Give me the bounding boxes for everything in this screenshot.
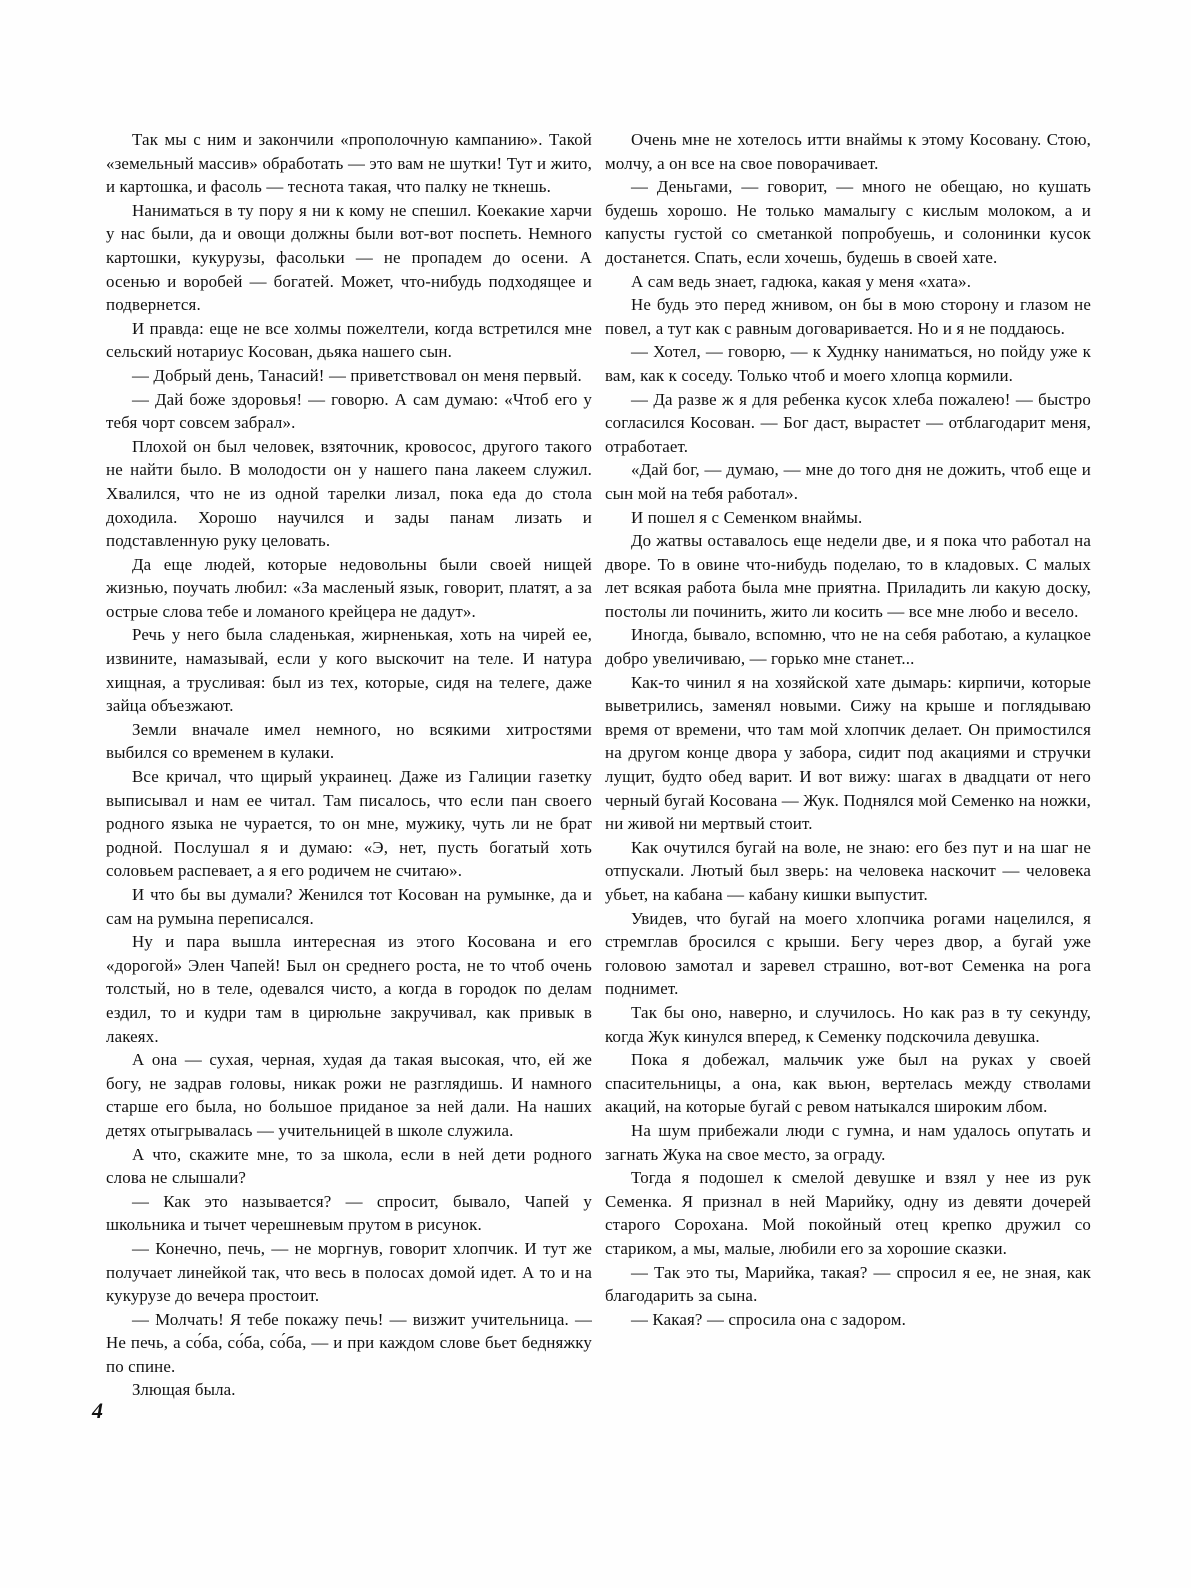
paragraph: Очень мне не хотелось итти внаймы к этому Косовану. Стою, молчу, а он все на свое поворачивает. [605,130,1091,173]
paragraph: Ну и пара вышла интересная из этого Косована и его «дорогой» Элен Чапей! Был он среднего роста, не то чтоб очень толстый, но в теле, одевался чисто, а когда в городок по делам ездил, то и кудри там в цирюльне закручивал, как привык в лакеях. [106,932,592,1046]
paragraph: Пока я добежал, мальчик уже был на руках у своей спасительницы, а она, как вьюн, вертелась между стволами акаций, на которые бугай с ревом натыкался широким лбом. [605,1050,1091,1117]
paragraph: Увидев, что бугай на моего хлопчика рогами нацелился, я стремглав бросился с крыши. Бегу через двор, а бугай уже головою замотал и заревел страшно, вот-вот Семенка на рога поднимет. [605,908,1091,999]
paragraph: — Как это называется? — спросит, бывало, Чапей у школьника и тычет черешневым прутом в рисунок. [106,1191,592,1235]
paragraph: «Дай бог, — думаю, — мне до того дня не дожить, чтоб еще и сын мой на тебя работал». [605,460,1091,503]
paragraph: Злющая была. [132,1380,236,1400]
paragraph: А что, скажите мне, то за школа, если в ней дети родного слова не слышали? [106,1144,592,1188]
paragraph: И правда: еще не все холмы пожелтели, когда встретился мне сельский нотариус Косован, дьяка нашего сын. [106,318,592,362]
paragraph: Как очутился бугай на воле, не знаю: его без пут и на шаг не отпускали. Лютый был зверь: на человека наскочит — человека убьет, на кабана — кабану кишки выпустит. [605,837,1091,904]
paragraph: И пошел я с Семенком внаймы. [631,507,863,527]
paragraph: Иногда, бывало, вспомню, что не на себя работаю, а кулацкое добро увеличиваю, — горько мне станет... [605,625,1091,669]
right-column [605,128,1091,1331]
paragraph: — Деньгами, — говорит, — много не обещаю, но кушать будешь хорошо. Не только мамалыгу с кислым молоком, а и капусты густой со сметанкой попробуешь, и солонинки кусок достанется. Спать, если хочешь, будешь в своей хате. [605,177,1091,267]
paragraph: А сам ведь знает, гадюка, какая у меня «хата». [631,271,972,291]
paragraph: До жатвы оставалось еще недели две, и я пока что работал на дворе. То в овине что-нибудь поделаю, то в кладовых. С малых лет всякая работа была мне приятна. Приладить ли какую доску, постолы ли починить, жито ли косить — все мне любо и весело. [605,531,1091,621]
paragraph: На шум прибежали люди с гумна, и нам удалось опутать и загнать Жука на свое место, за ограду. [605,1120,1091,1164]
paragraph: И что бы вы думали? Женился тот Косован на румынке, да и сам на румына переписался. [106,885,592,928]
paragraph: Так мы с ним и закончили «прополочную кампанию». Такой «земельный массив» обработать — это вам не шутки! Тут и жито, и картошка, и фасоль — теснота такая, что палку не ткнешь. [106,130,592,197]
paragraph: — Добрый день, Танасий! — приветствовал он меня первый. [132,365,582,385]
paragraph: — Да разве ж я для ребенка кусок хлеба пожалею! — быстро согласился Косован. — Бог даст, вырастет — отблагодарит меня, отработает. [605,389,1091,456]
paragraph: Все кричал, что щирый украинец. Даже из Галиции газетку выписывал и нам ее читал. Там писалось, что если пан своего родного языка не чурается, то он мне, мужику, чуть ли не брат родной. Послушал я и думаю: «Э, нет, пусть богатый хоть соловьем распевает, а я его родичем не считаю». [106,767,592,881]
paragraph: — Молчать! Я тебе покажу печь! — визжит учительница. — Не печь, а со́ба, со́ба, со́ба, — и при каждом слове бьет бедняжку по спине. [106,1309,592,1376]
paragraph: — Дай боже здоровья! — говорю. А сам думаю: «Чтоб его у тебя чорт совсем забрал». [106,389,592,433]
paragraph: — Так это ты, Марийка, такая? — спросил я ее, не зная, как благодарить за сына. [605,1262,1091,1306]
paragraph: Как-то чинил я на хозяйской хате дымарь: кирпичи, которые выветрились, заменял новыми. Сижу на крыше и поглядываю время от времени, что там мой хлопчик делает. Он примостился на другом конце двора у забора, сидит под акациями и стручки лущит, будто обед варит. И вот вижу: шагах в двадцати от него черный бугай Косована — Жук. Поднялся мой Семенко на ножки, ни живой ни мертвый стоит. [605,672,1091,834]
paragraph: Не будь это перед жнивом, он бы в мою сторону и глазом не повел, а тут как с равным договаривается. Но и я не поддаюсь. [605,295,1091,338]
paragraph: Да еще людей, которые недовольны были своей нищей жизнью, поучать любил: «За масленый язык, говорит, платят, а за острые слова тебе и ломаного крейцера не дадут». [106,554,592,621]
paragraph: — Какая? — спросила она с задором. [631,1309,906,1329]
paragraph: — Конечно, печь, — не моргнув, говорит хлопчик. И тут же получает линейкой так, что весь в полосах домой идет. А то и на кукурузе до вечера простоит. [106,1238,592,1306]
paragraph: Так бы оно, наверно, и случилось. Но как раз в ту секунду, когда Жук кинулся вперед, к Семенку подскочила девушка. [605,1002,1091,1046]
paragraph: Земли вначале имел немного, но всякими хитростями выбился со временем в кулаки. [106,719,592,763]
paragraph: — Хотел, — говорю, — к Худнку наниматься, но пойду уже к вам, как к соседу. Только чтоб и моего хлопца кормили. [605,342,1091,385]
left-column [106,128,592,1402]
paragraph: Плохой он был человек, взяточник, кровосос, другого такого не найти было. В молодости он у нашего пана лакеем служил. Хвалился, что не из одной тарелки лизал, пока еда до стола доходила. Хорошо научился и зады панам лизать и подставленную руку целовать. [106,436,592,551]
paragraph: Наниматься в ту пору я ни к кому не спешил. Коекакие харчи у нас были, да и овощи должны были вот-вот поспеть. Немного картошки, кукурузы, фасольки — не пропадем до осени. А осенью и воробей — богатей. Может, что-нибудь подходящее и подвернется. [106,200,592,315]
paragraph: А она — сухая, черная, худая да такая высокая, что, ей же богу, не задрав головы, никак рожи не разглядишь. И намного старше его была, но большое приданое за ней дали. На наших детях отыгрывалась — учительницей в школе служила. [106,1050,592,1140]
paragraph: Речь у него была сладенькая, жирненькая, хоть на чирей ее, извините, намазывай, если у кого выскочит на теле. И натура хищная, а трусливая: был из тех, которые, сидя на телеге, даже зайца объезжают. [106,625,592,716]
paragraph: Тогда я подошел к смелой девушке и взял у нее из рук Семенка. Я признал в ней Марийку, одну из девяти дочерей старого Сорохана. Мой покойный отец крепко дружил со стариком, а мы, малые, любили его за хорошие сказки. [605,1168,1091,1258]
page-number: 4 [92,1398,103,1423]
